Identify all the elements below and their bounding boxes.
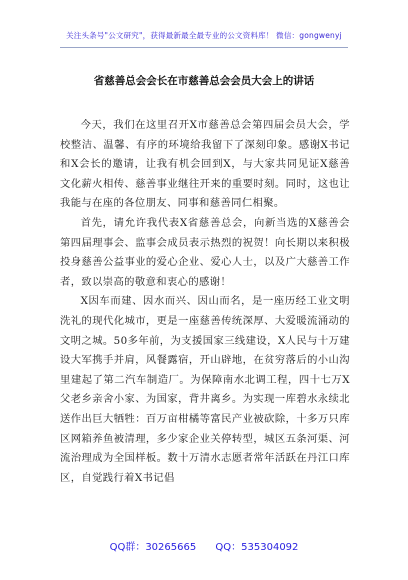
paragraph-3: X因车而建、因水而兴、因山而名，是一座历经工业文明洗礼的现代化城市，更是一座慈善传统深厚、大爱暖流涌动的文明之城。50多年前，为支援国家三线建设，X人民与十万建设大军携手并肩，风餐露宿，开山辟地，在贫穷落后的小山沟里建起了第二汽车制造厂。为保障南水北调工程，四十七万X父老乡亲舍小家、为国家，背井离乡。为实现一库碧水永续北送作出巨大牺牲：百万亩柑橘等富民产业被砍除，十多万只库区网箱养鱼被清理，多少家企业关停转型，城区五条河渠、河流治理成为全国样板。数十万清水志愿者常年活跃在丹江口库区，自觉践行着X书记倡 xyxy=(60,295,350,484)
header-banner: 关注头条号"公文研究"，获得最新最全最专业的公文资料库！ 微信：gongwenyj xyxy=(66,31,342,40)
paragraph-2: 首先，请允许我代表X省慈善总会，向新当选的X慈善会第四届理事会、监事会成员表示热烈的祝贺！向长期以来积极投身慈善公益事业的爱心企业、爱心人士，以及广大慈善工作者，致以崇高的敬意和衷心的感谢！ xyxy=(60,216,350,288)
paragraph-1: 今天，我们在这里召开X市慈善总会第四届会员大会，学校整洁、温馨、有序的环境给我留下了深刻印象。感谢X书记和X会长的邀请，让我有机会回到X，与大家共同见证X慈善文化薪火相传、慈善事业继往开来的重要时刻。同时，这也让我能与在座的各位朋友、同事和慈善同仁相聚。 xyxy=(60,119,350,210)
footer-qq-group: QQ群：30265665 xyxy=(109,542,197,553)
footer-contact xyxy=(0,538,408,553)
document-title: 省慈善总会会长在市慈善总会会员大会上的讲话 xyxy=(93,75,315,87)
header-divider xyxy=(60,47,348,48)
document-body xyxy=(60,116,350,488)
footer-qq: QQ：535304092 xyxy=(215,542,299,553)
